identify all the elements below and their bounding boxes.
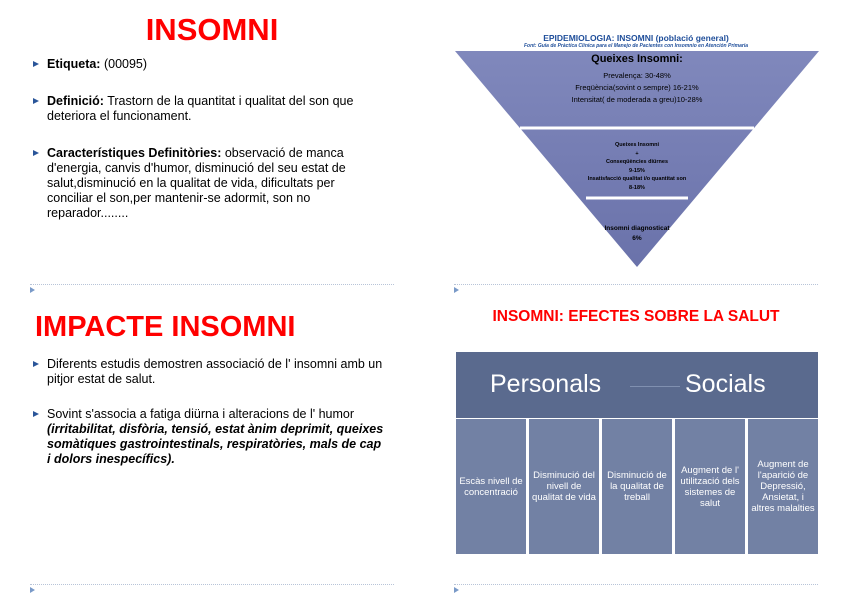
- pyramid-bottom-stats: [587, 224, 687, 244]
- item-label: Característiques Definitòries:: [47, 146, 222, 160]
- item-text: Trastorn de la quantitat i qualitat del son que deteriora el funcionament.: [47, 94, 354, 123]
- pyramid-top-stats: [537, 70, 737, 106]
- slide-marker-icon: [454, 287, 459, 293]
- slide-divider: [30, 284, 394, 285]
- list-item: [33, 146, 368, 221]
- slide-title: IMPACTE INSOMNI: [35, 311, 296, 343]
- list-item: [33, 57, 368, 72]
- stat-line: 9-15%: [629, 167, 645, 174]
- stat-line: Insomni diagnosticat: [604, 225, 670, 232]
- category-connector: [630, 386, 680, 387]
- item-text: (00095): [100, 57, 148, 71]
- effect-box: Escàs nivell de concentració: [456, 419, 526, 554]
- slide-epidemiology: [424, 0, 848, 299]
- effect-box: Disminució del nivell de qualitat de vida: [529, 419, 599, 554]
- stat-line: Intensitat( de moderada a greu)10-28%: [571, 95, 703, 104]
- category-personals: Personals: [490, 370, 602, 398]
- stat-line: Queixes Insomni: [614, 142, 659, 148]
- effect-box: Augment de l' utilització dels sistemes de salut: [675, 419, 745, 554]
- slide-impacte-insomni: [0, 300, 424, 599]
- stat-line: Conseqüències diürnes: [605, 159, 669, 165]
- list-item: Diferents estudis demostren associació de l' insomni amb un pitjor estat de salut.: [33, 357, 388, 387]
- stat-line: Prevalença: 30-48%: [603, 71, 671, 80]
- slide-marker-icon: [30, 587, 35, 593]
- item-label: Definició:: [47, 94, 104, 108]
- category-socials: Socials: [685, 370, 766, 398]
- slide-marker-icon: [454, 587, 459, 593]
- pyramid-top-heading: Queixes Insomni:: [591, 53, 683, 65]
- slide-title: EPIDEMIOLOGIA: INSOMNI (població general): [543, 33, 729, 43]
- stat-line: Insatisfacció qualitat i/o quantitat son: [587, 176, 687, 182]
- list-item: [33, 94, 368, 124]
- slide-title: INSOMNI: [145, 12, 279, 47]
- stat-line: Freqüència(sovint o sempre) 16-21%: [575, 83, 699, 92]
- item-symptoms: (irritabilitat, disfòria, tensió, estat ànim deprimit, queixes somàtiques gastrointestinals, respiratòries, mals de cap i dolors inespecífics).: [47, 422, 384, 466]
- item-text: Sovint s'associa a fatiga diürna i alteracions de l' humor: [47, 407, 355, 421]
- slide-divider: [30, 584, 394, 585]
- slide-marker-icon: [30, 287, 35, 293]
- definition-list: [33, 57, 368, 221]
- slide-divider: [454, 584, 818, 585]
- slide-divider: [454, 284, 818, 285]
- stat-line: 8-18%: [629, 184, 645, 191]
- slide-insomni-definition: [0, 0, 424, 299]
- list-item: [33, 407, 388, 467]
- impact-list: [33, 357, 388, 467]
- item-label: Etiqueta:: [47, 57, 101, 71]
- slide-title: INSOMNI: EFECTES SOBRE LA SALUT: [492, 308, 780, 325]
- pyramid-middle-stats: [552, 141, 722, 192]
- slide-effects-on-health: [424, 300, 848, 599]
- stat-line: 6%: [632, 235, 642, 242]
- stat-line: +: [635, 150, 639, 157]
- source-citation: Font: Guia de Pràctica Clínica para el Manejo de Pacientes con Insomnio en Atención Primaria: [523, 43, 749, 49]
- effect-box: Augment de l'aparició de Depressió, Ansietat, i altres malalties: [748, 419, 818, 554]
- item-text: observació de manca d'energia, canvis d'humor, disminució del seu estat de salut,disminució en la qualitat de vida, dificultats per conciliar el son,per mantenir-se adormit, son no reparador........: [47, 146, 346, 220]
- effect-box: Disminució de la qualitat de treball: [602, 419, 672, 554]
